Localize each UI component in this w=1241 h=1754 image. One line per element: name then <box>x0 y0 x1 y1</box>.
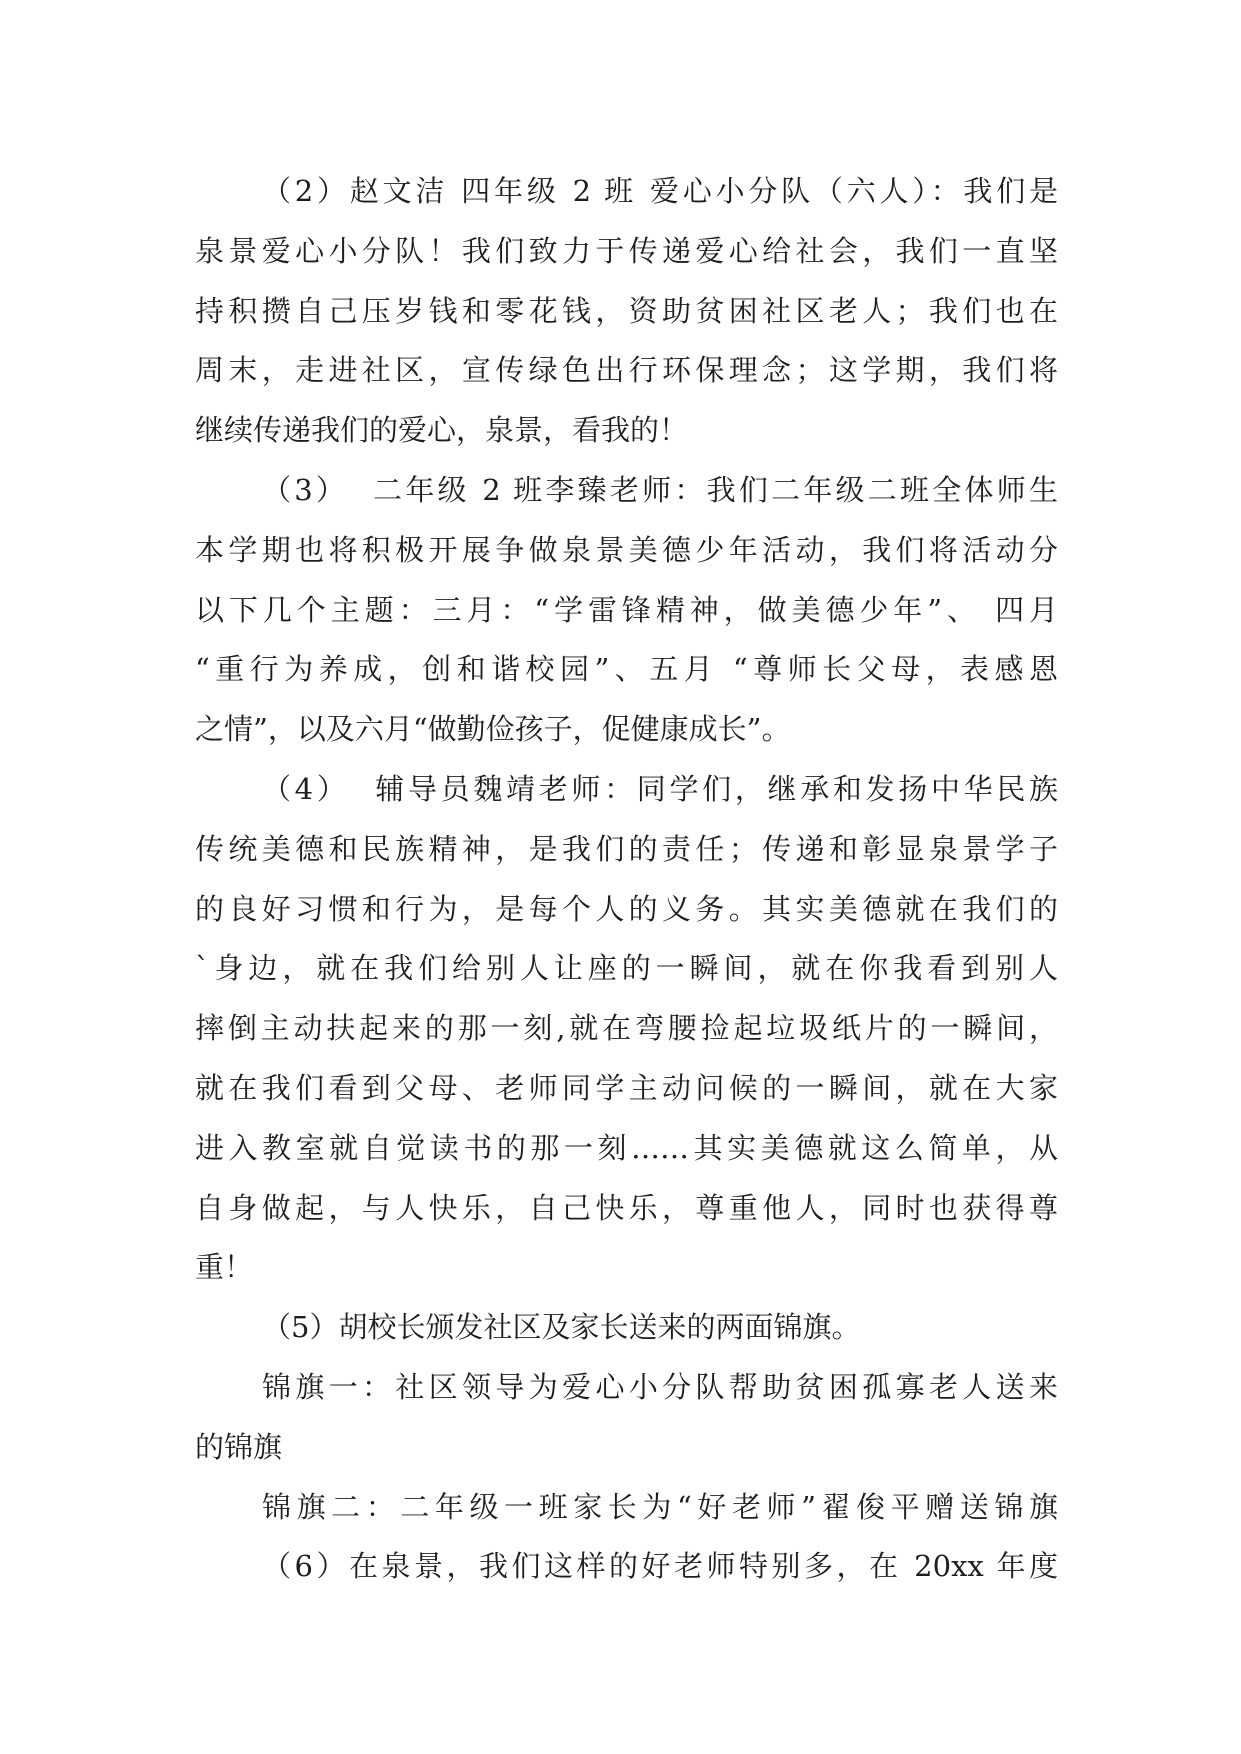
paragraph-line: 就在我们看到父母、老师同学主动问候的一瞬间，就在大家 <box>195 1070 1058 1105</box>
paragraph-line: （5）胡校长颁发社区及家长送来的两面锦旗。 <box>262 1310 861 1345</box>
paragraph-line: 摔倒主动扶起来的那一刻,就在弯腰捡起垃圾纸片的一瞬间， <box>195 1011 1058 1046</box>
paragraph-line: 传统美德和民族精神，是我们的责任；传递和彰显泉景学子 <box>195 831 1058 866</box>
paragraph-line: （6）在泉景，我们这样的好老师特别多，在 20xx 年度 <box>262 1549 1058 1584</box>
paragraph-line: 重！ <box>195 1250 254 1285</box>
paragraph-line: 周末，走进社区，宣传绿色出行环保理念；这学期，我们将 <box>195 353 1058 388</box>
paragraph-line: 自身做起，与人快乐，自己快乐，尊重他人，同时也获得尊 <box>195 1190 1058 1225</box>
paragraph-6 <box>195 1537 1058 1597</box>
paragraph-line: （4） 辅导员魏靖老师：同学们，继承和发扬中华民族 <box>262 771 1058 806</box>
paragraph-line: （3） 二年级 2 班李臻老师：我们二年级二班全体师生 <box>262 472 1058 507</box>
paragraph-line: 锦旗一：社区领导为爱心小分队帮助贫困孤寡老人送来 <box>262 1369 1058 1404</box>
paragraph-line: 的锦旗 <box>195 1429 283 1464</box>
paragraph-line: `身边，就在我们给别人让座的一瞬间，就在你我看到别人 <box>195 951 1058 986</box>
paragraph-line: （2）赵文洁 四年级 2 班 爱心小分队（六人）：我们是 <box>262 174 1058 208</box>
paragraph-line: 继续传递我们的爱心，泉景，看我的！ <box>195 413 689 448</box>
paragraph-line: 本学期也将积极开展争做泉景美德少年活动，我们将活动分 <box>195 532 1058 567</box>
paragraph-line: 泉景爱心小分队！我们致力于传递爱心给社会，我们一直坚 <box>195 233 1058 268</box>
paragraph-3 <box>195 461 1058 760</box>
paragraph-line: 进入教室就自觉读书的那一刻……其实美德就这么简单，从 <box>195 1130 1058 1165</box>
paragraph-line: 锦旗二：二年级一班家长为“好老师”翟俊平赠送锦旗 <box>262 1489 1058 1524</box>
paragraph-2 <box>195 162 1058 461</box>
paragraph-4 <box>195 760 1058 1298</box>
document-body <box>195 162 1058 1597</box>
paragraph-5 <box>195 1298 1058 1358</box>
paragraph-line: “重行为养成，创和谐校园”、五月 “尊师长父母，表感恩 <box>195 652 1058 687</box>
paragraph-line: 之情”，以及六月“做勤俭孩子，促健康成长”。 <box>195 712 791 747</box>
paragraph-banner-1 <box>195 1358 1058 1478</box>
paragraph-line: 以下几个主题：三月：“学雷锋精神，做美德少年”、 四月 <box>195 592 1058 627</box>
paragraph-line: 持积攒自己压岁钱和零花钱，资助贫困社区老人；我们也在 <box>195 293 1058 328</box>
paragraph-line: 的良好习惯和行为，是每个人的义务。其实美德就在我们的 <box>195 891 1058 926</box>
paragraph-banner-2 <box>195 1478 1058 1538</box>
